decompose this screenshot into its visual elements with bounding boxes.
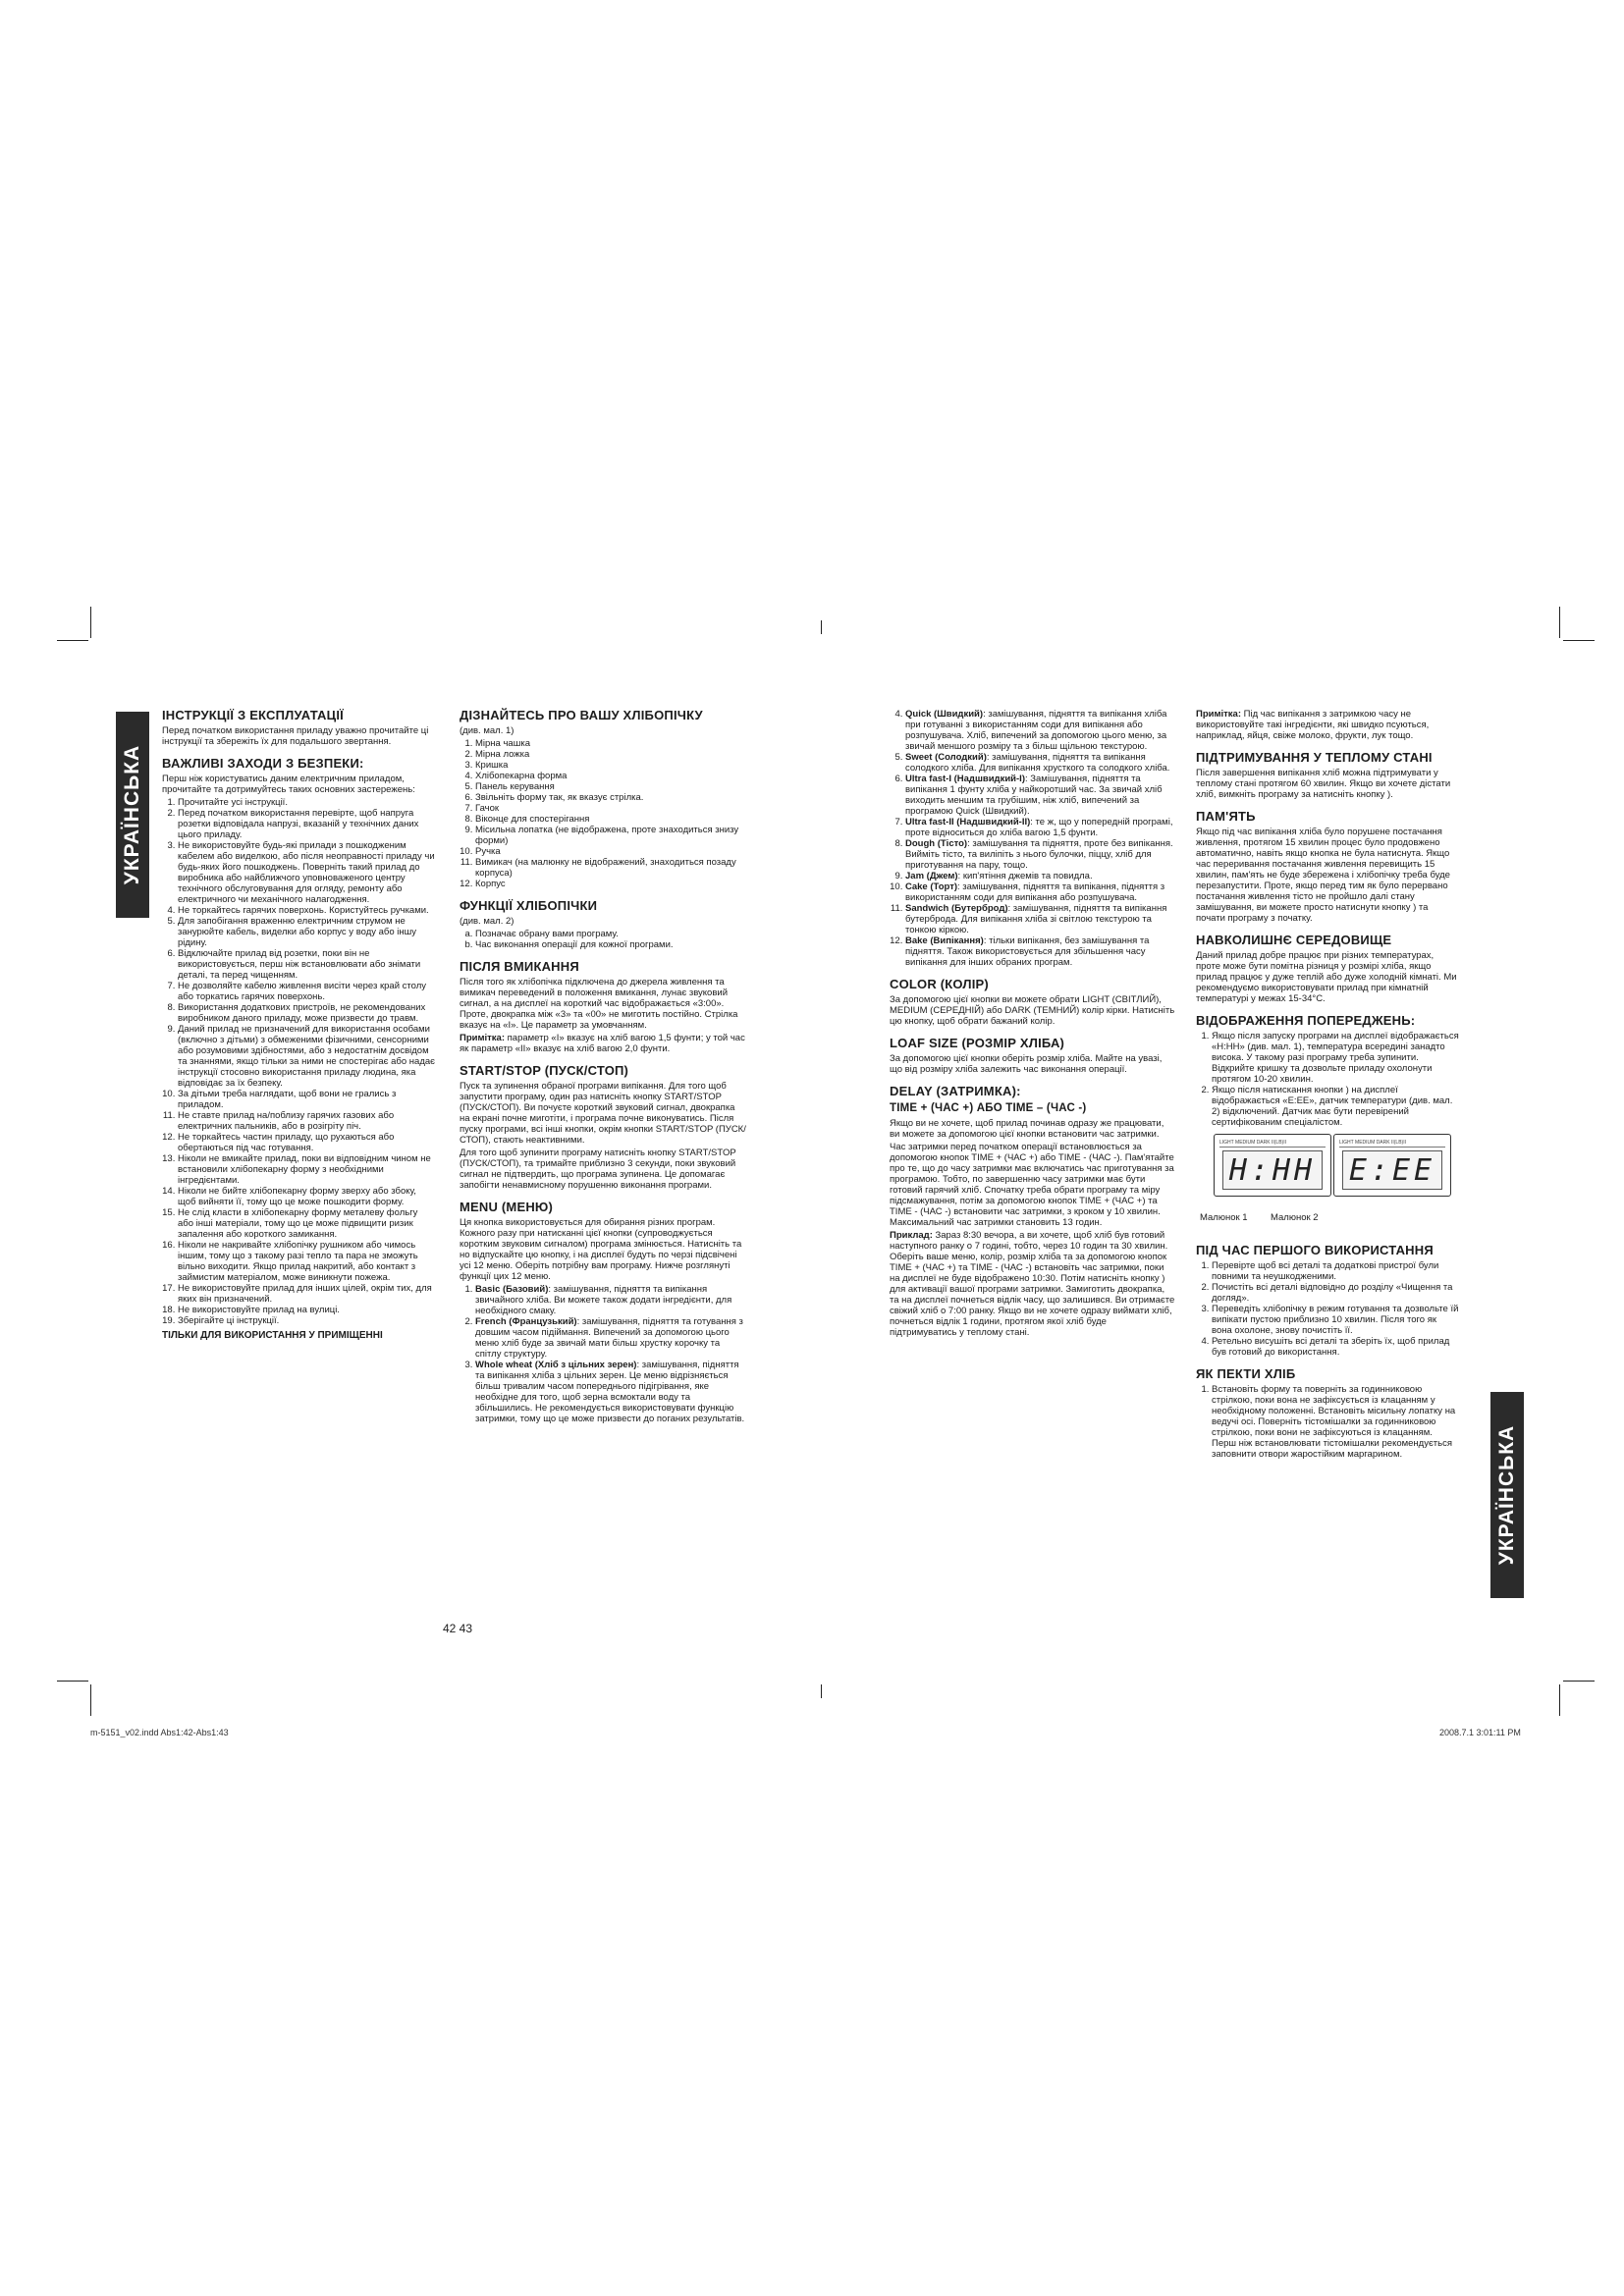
column-2 bbox=[460, 709, 746, 1426]
menu-name: Whole wheat (Хліб з цільних зерен) bbox=[475, 1360, 637, 1370]
warnings-list bbox=[1196, 1031, 1459, 1128]
section-title: ФУНКЦІЇ ХЛІБОПІЧКИ bbox=[460, 898, 598, 913]
bake-list bbox=[1196, 1384, 1459, 1460]
language-tab-label: УКРАЇНСЬКА bbox=[121, 744, 144, 885]
paragraph: Перед початком використання приладу уважно прочитайте ці інструкції та збережіть їх для подальшого звертання. bbox=[162, 725, 429, 747]
menu-list bbox=[890, 709, 1176, 968]
list-item bbox=[905, 935, 1176, 968]
first-use-list bbox=[1196, 1260, 1459, 1358]
note bbox=[460, 1033, 746, 1054]
list-item: 15. Не слід класти в хлібопекарну форму металеву фольгу або інші матеріали, тому що це може підвищити ризик запалення або короткого замикання. bbox=[178, 1207, 435, 1240]
list-item: 10. За дітьми треба наглядати, щоб вони не грались з приладом. bbox=[178, 1089, 435, 1110]
figure-caption: Малюнок 2 bbox=[1271, 1212, 1319, 1223]
page-numbers: 42 43 bbox=[443, 1622, 473, 1635]
paragraph: За допомогою цієї кнопки ви можете обрати LIGHT (СВІТЛИЙ), MEDIUM (СЕРЕДНІЙ) або DARK (ТЕМНИЙ) колір кірки. Натисніть цю кнопку, щоб обрати бажаний колір. bbox=[890, 994, 1175, 1027]
list-item bbox=[905, 903, 1176, 935]
list-item: 10. Ручка bbox=[475, 846, 746, 857]
section-title: ВІДОБРАЖЕННЯ ПОПЕРЕДЖЕНЬ: bbox=[1196, 1013, 1416, 1028]
paragraph: За допомогою цієї кнопки оберіть розмір хліба. Майте на увазі, що від розміру хліба залежить час виконання операції. bbox=[890, 1053, 1163, 1075]
list-item: 7. Гачок bbox=[475, 803, 746, 814]
language-tab-left bbox=[116, 712, 149, 918]
section-title: START/STOP (ПУСК/СТОП) bbox=[460, 1063, 629, 1078]
column-3 bbox=[890, 709, 1176, 1340]
list-item: 11. Не ставте прилад на/поблизу гарячих газових або електричних пальників, або в розігріту піч. bbox=[178, 1110, 435, 1132]
section-title: ПІСЛЯ ВМИКАННЯ bbox=[460, 959, 579, 974]
example bbox=[890, 1230, 1176, 1338]
list-item bbox=[905, 774, 1176, 817]
list-item: 2. Перед початком використання перевірте, щоб напруга розетки відповідала напрузі, вказаній у технічних даних цього приладу. bbox=[178, 808, 435, 840]
example-text: Зараз 8:30 вечора, а ви хочете, щоб хліб був готовий наступного ранку о 7 годині, тобто, через 10 годин та 30 хвилин. Оберіть ваше меню, колір, розмір хліба та за допомогою кнопок TIME + (ЧАС +) та TIME - (ЧАС -) встановіть час затримки, поки на дисплеї не буде відображено 10:30. Потім натисніть кнопку ) для активації вашої програми затримки. Замиготить двокрапка, та на дисплеї почнеться відлік часу, що залишився. Ви отримаєте свіжий хліб о 7:00 ранку. Якщо ви не хочете одразу виймати хліб, почнеться відлік 1 години, протягом якої хліб буде підтримуватись у теплому стані. bbox=[890, 1230, 1175, 1338]
note-label: Примітка: bbox=[460, 1033, 505, 1043]
list-item: 13. Ніколи не вмикайте прилад, поки ви відповідним чином не встановили хлібопекарну форму з необхідними інгредієнтами. bbox=[178, 1153, 435, 1186]
list-item bbox=[905, 871, 1176, 881]
display-header: LIGHT MEDIUM DARK II(LB)II bbox=[1219, 1139, 1326, 1148]
list-item: 5. Для запобігання враженню електричним струмом не занурюйте кабель, виделки або корпус у воду або іншу рідину. bbox=[178, 916, 435, 948]
list-item: 2. Мірна ложка bbox=[475, 749, 746, 760]
paragraph: Пуск та зупинення обраної програми випікання. Для того щоб запустити програму, один раз натисніть кнопку START/STOP (ПУСК/СТОП). Ви почуєте короткий звуковий сигнал, двокрапка на екрані почне миготіти, і програма почне виконуватись. Після пуску програми, всі інші кнопки, окрім кнопки START/STOP (ПУСК/СТОП), стають неактивними. bbox=[460, 1081, 746, 1146]
list-item: 12. Не торкайтесь частин приладу, що рухаються або обертаються під час готування. bbox=[178, 1132, 435, 1153]
footnote: ТІЛЬКИ ДЛЯ ВИКОРИСТАННЯ У ПРИМІЩЕННІ bbox=[162, 1330, 383, 1341]
crop-mark bbox=[821, 1684, 822, 1698]
menu-name: Cake (Торт) bbox=[905, 881, 958, 892]
menu-desc: : те ж, що у попередній програмі, проте відноситься до хліба вагою 1,5 фунти. bbox=[905, 817, 1173, 838]
list-item: 1. Якщо після запуску програми на дисплеї відображається «H:HH» (див. мал. 1), температура всередині занадто висока. У такому разі програму треба зупинити. Відкрийте кришку та дозвольте приладу охолонути протягом 10-20 хвилин. bbox=[1212, 1031, 1459, 1085]
crop-mark bbox=[1563, 640, 1595, 641]
display-figure-2 bbox=[1333, 1134, 1451, 1197]
menu-desc: : замішування, підняття та випікання солодкого хліба. Для випікання хрусткого та солодкого хліба. bbox=[905, 752, 1170, 774]
list-item: 14. Ніколи не бийте хлібопекарну форму зверху або збоку, щоб вийняти її, тому що це може пошкодити форму. bbox=[178, 1186, 435, 1207]
list-item: 1. Мірна чашка bbox=[475, 738, 746, 749]
list-item: 4. Ретельно висушіть всі деталі та зберіть їх, щоб прилад був готовий до використання. bbox=[1212, 1336, 1459, 1358]
safety-list bbox=[162, 797, 435, 1326]
display-header: LIGHT MEDIUM DARK II(LB)II bbox=[1339, 1139, 1445, 1148]
list-item bbox=[475, 1360, 746, 1424]
list-item bbox=[905, 752, 1176, 774]
list-item bbox=[905, 838, 1176, 871]
list-item: 5. Панель керування bbox=[475, 781, 746, 792]
list-item bbox=[905, 817, 1176, 838]
example-label: Приклад: bbox=[890, 1230, 933, 1241]
parts-list bbox=[460, 738, 746, 889]
list-item: 1. Встановіть форму та поверніть за годинниковою стрілкою, поки вона не зафіксується із клацанням у необхідному положенні. Встановіть місильну лопатку на ведучі осі. Поверніть тістомішалки за годинниковою стрілкою, поки вони не зафіксуються із клацанням. Перш ніж встановлювати тістомішалки рекомендується заповнити отвори жаростійким маргарином. bbox=[1212, 1384, 1459, 1460]
menu-desc: : замішування, підняття та випікання хліба з цільних зерен. Це меню відрізняється більш тривалим часом попереднього підігрівання, яке необхідне для того, щоб зерна всмоктали воду та збільшились. Не рекомендується використовувати функцію затримки, тому що це може призвести до поганих результатів. bbox=[475, 1360, 745, 1424]
crop-mark bbox=[90, 607, 91, 638]
menu-name: Jam (Джем) bbox=[905, 871, 958, 881]
menu-desc: : замішування, підняття та випікання звичайного хліба. Ви можете також додати інгредієнти, для необхідного смаку. bbox=[475, 1284, 732, 1316]
menu-desc: : замішування, підняття та випікання хліба при готуванні з використанням соди для випікання або розпушувача. Хліб, випечений за допомогою цього меню, за звичай меншого розміру та з більш щільною текстурою. bbox=[905, 709, 1167, 752]
menu-name: Sweet (Солодкий) bbox=[905, 752, 987, 763]
section-title: LOAF SIZE (РОЗМІР ХЛІБА) bbox=[890, 1036, 1065, 1050]
section-title: ВАЖЛИВІ ЗАХОДИ З БЕЗПЕКИ: bbox=[162, 756, 364, 771]
note-label: Примітка: bbox=[1196, 709, 1241, 720]
menu-name: French (Французький) bbox=[475, 1316, 577, 1327]
paragraph: Для того щоб зупинити програму натисніть кнопку START/STOP (ПУСК/СТОП), та тримайте приблизно 3 секунди, поки звуковий сигнал не підтвердить, що програма зупинена. Це допомагає запобігти ненавмисному порушенню виконання програми. bbox=[460, 1148, 736, 1191]
paragraph: (див. мал. 2) bbox=[460, 916, 514, 927]
display-screen: E:EE bbox=[1342, 1150, 1442, 1190]
list-item: 1. Прочитайте усі інструкції. bbox=[178, 797, 435, 808]
list-item: 1. Перевірте щоб всі деталі та додаткові пристрої були повними та неушкодженими. bbox=[1212, 1260, 1459, 1282]
list-item: 17. Не використовуйте прилад для інших цілей, окрім тих, для яких він призначений. bbox=[178, 1283, 435, 1305]
footer-left: m-5151_v02.indd Abs1:42-Abs1:43 bbox=[90, 1728, 229, 1737]
list-item: 8. Використання додаткових пристроїв, не рекомендованих виробником даного приладу, може призвести до травм. bbox=[178, 1002, 435, 1024]
paragraph: (див. мал. 1) bbox=[460, 725, 514, 736]
list-item: 8. Віконце для спостерігання bbox=[475, 814, 746, 825]
paragraph: Даний прилад добре працює при різних температурах, проте може бути помітна різниця у розмірі хліба, якщо прилад працює у дуже теплій або дуже холодній кімнаті. Ми рекомендуємо використовувати прилад при кімнатній температурі у межах 15-34°C. bbox=[1196, 950, 1457, 1004]
crop-mark bbox=[1559, 607, 1560, 638]
section-title: ПІДТРИМУВАННЯ У ТЕПЛОМУ СТАНІ bbox=[1196, 750, 1433, 765]
menu-desc: : замішування, підняття та випікання, підняття з використанням соди для випікання або розпушувача. bbox=[905, 881, 1165, 903]
list-item: 6. Відключайте прилад від розетки, поки він не використовується, перш ніж встановлювати або знімати деталі, та перед чищенням. bbox=[178, 948, 435, 981]
menu-name: Ultra fast-II (Надшвидкий-II) bbox=[905, 817, 1031, 828]
menu-desc: : замішування, підняття та готування з довшим часом підіймання. Випечений за допомогою цього меню хліб буде за звичай мати більш хрустку корочку та спітлу структуру. bbox=[475, 1316, 743, 1360]
menu-name: Ultra fast-I (Надшвидкий-I) bbox=[905, 774, 1025, 784]
list-item: 6. Звільніть форму так, як вказує стрілка. bbox=[475, 792, 746, 803]
section-title: НАВКОЛИШНЄ СЕРЕДОВИЩЕ bbox=[1196, 933, 1392, 947]
language-tab-right bbox=[1490, 1392, 1524, 1598]
menu-name: Quick (Швидкий) bbox=[905, 709, 984, 720]
paragraph: Час затримки перед початком операції встановлюється за допомогою кнопок TIME + (ЧАС +) або TIME - (ЧАС -). Пам'ятайте про те, що до часу затримки має включатись час приготування за програмою. Тобто, по завершенню часу затримки має бути готовий гарячий хліб. Спочатку треба обрати програму та міру підсмажування, потім за допомогою кнопок TIME + (ЧАС +) та TIME - (ЧАС -) встановити час затримки, з кроком у 10 хвилин. Максимальний час затримки становить 13 годин. bbox=[890, 1142, 1174, 1228]
section-subtitle: TIME + (ЧАС +) АБО TIME – (ЧАС -) bbox=[890, 1102, 1087, 1114]
menu-desc: : тільки випікання, без замішування та підняття. Також використовується для збільшення часу випікання для інших обраних програм. bbox=[905, 935, 1150, 968]
paragraph: Якщо під час випікання хліба було порушене постачання живлення, протягом 15 хвилин процес було продовжено автоматично, навіть якщо кнопка не була натиснута. Якщо час переривання постачання живлення перевищить 15 хвилин, пам'ять не буде збережена і хлібопічку треба буде перезапустити. Проте, якщо перед тим як було перервано постачання живлення тісто не пройшло далі стану замішування, ви можете просто натиснути кнопку ) та почати програму з початку. bbox=[1196, 827, 1450, 924]
menu-list bbox=[460, 1284, 746, 1424]
list-item: 4. Не торкайтесь гарячих поверхонь. Користуйтесь ручками. bbox=[178, 905, 435, 916]
paragraph: Після завершення випікання хліб можна підтримувати у теплому стані протягом 60 хвилин. Якщо ви хочете дістати хліб, вимкніть програму за натисніть кнопку ). bbox=[1196, 768, 1451, 800]
paragraph: Ця кнопка використовується для обирання різних програм. Кожного разу при натисканні цієї кнопки (супроводжується коротким звуковим сигналом) програма змінюється. Натисніть та но відпускайте цю кнопку, і на дисплеї будуть по черзі підсвічені усі 12 меню. Оберіть потрібну вам програму. Нижче розглянуті функції цих 12 меню. bbox=[460, 1217, 742, 1282]
paragraph: Перш ніж користуватись даним електричним приладом, прочитайте та дотримуйтесь таких основних застережень: bbox=[162, 774, 415, 795]
list-item: a. Позначає обрану вами програму. bbox=[475, 929, 746, 939]
crop-mark bbox=[57, 640, 88, 641]
section-title: ПАМ'ЯТЬ bbox=[1196, 809, 1256, 824]
list-item: 3. Кришка bbox=[475, 760, 746, 771]
menu-name: Sandwich (Бутерброд) bbox=[905, 903, 1008, 914]
list-item: 7. Не дозволяйте кабелю живлення висіти через край столу або торкатись гарячих поверхонь. bbox=[178, 981, 435, 1002]
section-title: ЯК ПЕКТИ ХЛІБ bbox=[1196, 1366, 1296, 1381]
list-item bbox=[475, 1316, 746, 1360]
list-item: b. Час виконання операції для кожної програми. bbox=[475, 939, 746, 950]
menu-name: Basic (Базовий) bbox=[475, 1284, 549, 1295]
menu-desc: : Замішування, підняття та випікання 1 фунту хліба у найкоротший час. За звичай хліб виходить меншим та грубішим, ніж хліб, випечений за програмою Quick (Швидкий). bbox=[905, 774, 1163, 817]
list-item: 18. Не використовуйте прилад на вулиці. bbox=[178, 1305, 435, 1315]
display-figure-1 bbox=[1214, 1134, 1331, 1197]
section-title: COLOR (КОЛІР) bbox=[890, 977, 989, 991]
note-text: параметр «I» вказує на хліб вагою 1,5 фунти; у той час як параметр «II» вказує на хліб вагою 2,0 фунти. bbox=[460, 1033, 745, 1054]
crop-mark bbox=[821, 620, 822, 634]
crop-mark bbox=[57, 1681, 88, 1682]
list-item bbox=[475, 1284, 746, 1316]
menu-name: Dough (Тісто) bbox=[905, 838, 968, 849]
crop-mark bbox=[90, 1684, 91, 1716]
list-item: 2. Якщо після натискання кнопки ) на дисплеї відображається «E:EE», датчик температури (див. мал. 2) відключений. Датчик має бути перевірений сертифікованим спеціалістом. bbox=[1212, 1085, 1459, 1128]
figure-caption: Малюнок 1 bbox=[1200, 1212, 1248, 1223]
list-item: 16. Ніколи не накривайте хлібопічку рушником або чимось іншим, тому що з такому разі тепло та пара не зможуть вільно виходити. Якщо прилад накритий, або контакт з займистим матеріалом, може виникнути пожежа. bbox=[178, 1240, 435, 1283]
section-title: MENU (МЕНЮ) bbox=[460, 1200, 554, 1214]
section-title: DELAY (ЗАТРИМКА): bbox=[890, 1084, 1021, 1098]
list-item: 9. Даний прилад не призначений для використання особами (включно з дітьми) з обмеженими фізичними, сенсорними або розумовими здібностями, або з недостатнім досвідом та знаннями, якщо тільки за ними не спостерігає або надає інструкції стосовно використання приладу людина, яка відповідає за їх безпеку. bbox=[178, 1024, 435, 1089]
paragraph: Після того як хлібопічка підключена до джерела живлення та вимикач переведений в положення вмикання, лунає звуковий сигнал, а на дисплеї на короткий час відображається «3:00». Проте, двокрапка між «3» та «00» не миготить постійно. Стрілка вказує на «I». Це параметр за умовчанням. bbox=[460, 977, 738, 1031]
section-title: ДІЗНАЙТЕСЬ ПРО ВАШУ ХЛІБОПІЧКУ bbox=[460, 708, 703, 722]
footer-right: 2008.7.1 3:01:11 PM bbox=[1439, 1728, 1521, 1737]
crop-mark bbox=[1559, 1684, 1560, 1716]
menu-desc: : замішування та підняття, проте без випікання. Вийміть тісто, та виліпіть з нього булочки, піццу, хліб для приготування на пару, тощо. bbox=[905, 838, 1173, 871]
crop-mark bbox=[1563, 1681, 1595, 1682]
list-item: 4. Хлібопекарна форма bbox=[475, 771, 746, 781]
list-item: 2. Почистіть всі деталі відповідно до розділу «Чищення та догляд». bbox=[1212, 1282, 1459, 1304]
column-1 bbox=[162, 709, 435, 1343]
paragraph: Якщо ви не хочете, щоб прилад починав одразу же працювати, ви можете за допомогою цієї кнопки встановити час затримки. bbox=[890, 1118, 1164, 1140]
display-figures bbox=[1196, 1134, 1459, 1234]
list-item: 3. Переведіть хлібопічку в режим готування та дозвольте їй випікати пустою приблизно 10 хвилин. Після того як вона охолоне, знову почистіть її. bbox=[1212, 1304, 1459, 1336]
language-tab-label: УКРАЇНСЬКА bbox=[1495, 1424, 1519, 1566]
list-item: 12. Корпус bbox=[475, 879, 746, 889]
menu-name: Bake (Випікання) bbox=[905, 935, 984, 946]
menu-desc: : замішування, підняття та випікання бутерброда. Для випікання хліба зі світлою текстурою та тонкою кіркою. bbox=[905, 903, 1167, 935]
functions-list bbox=[460, 929, 746, 950]
list-item: 11. Вимикач (на малюнку не відображений, знаходиться позаду корпуса) bbox=[475, 857, 746, 879]
list-item bbox=[905, 881, 1176, 903]
list-item bbox=[905, 709, 1176, 752]
list-item: 3. Не використовуйте будь-які прилади з пошкодженим кабелем або виделкою, або після неоправності приладу чи будь-яких його пошкоджень. Поверніть такий прилад до виробника або найближчого уповноваженого центру технічного обслуговування для огляду, ремонту або електричного чи механічного налагодження. bbox=[178, 840, 435, 905]
menu-desc: : кип'ятіння джемів та повидла. bbox=[957, 871, 1093, 881]
column-4 bbox=[1196, 709, 1459, 1462]
note-text: Під час випікання з затримкою часу не використовуйте такі інгредієнти, які швидко псуються, наприклад, яйця, свіже молоко, фрукти, лук тощо. bbox=[1196, 709, 1430, 741]
section-title: ПІД ЧАС ПЕРШОГО ВИКОРИСТАННЯ bbox=[1196, 1243, 1434, 1257]
display-screen: H:HH bbox=[1222, 1150, 1323, 1190]
section-title: ІНСТРУКЦІЇ З ЕКСПЛУАТАЦІЇ bbox=[162, 708, 344, 722]
note bbox=[1196, 709, 1459, 741]
list-item: 9. Місильна лопатка (не відображена, проте знаходиться знизу форми) bbox=[475, 825, 746, 846]
list-item: 19. Зберігайте ці інструкції. bbox=[178, 1315, 435, 1326]
